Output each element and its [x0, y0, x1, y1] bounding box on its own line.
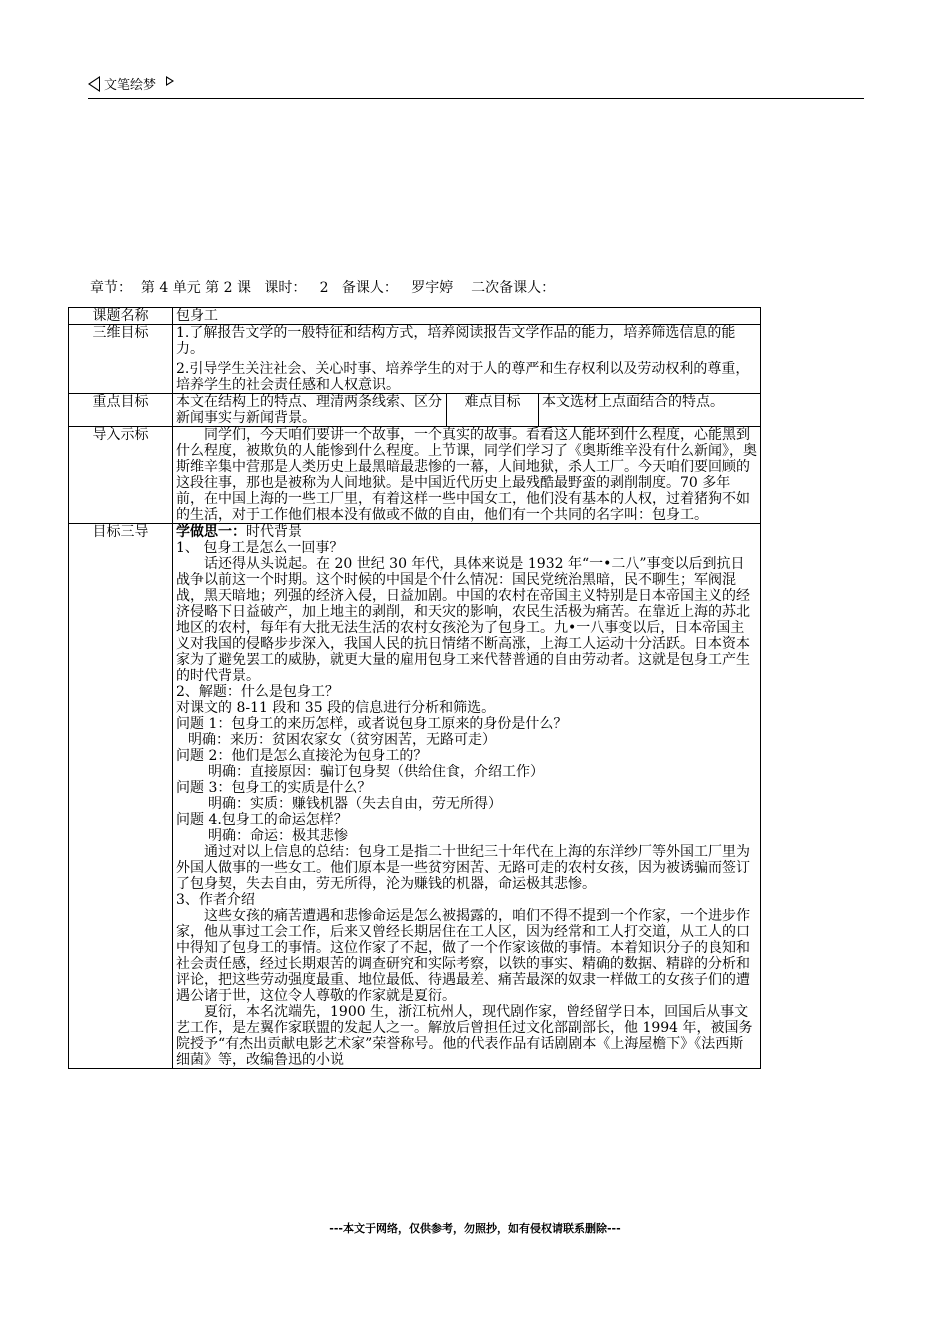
row-target [69, 524, 761, 1069]
answer-2: 明确：直接原因：骗订包身契（供给住食，介绍工作） [208, 764, 544, 780]
triangle-right-icon [166, 76, 174, 86]
author-paragraph-2: 夏衍，本名沈端先，1900 生，浙江杭州人，现代剧作家，曾经留学日本，回国后从事文艺工作，是左翼作家联盟的发起人之一。解放后曾担任过文化部副部长，他 1994 年，被国务院授予“有杰出贡献电影艺术家”荣誉称号。他的代表作品有话剧剧本《上海屋檐下》《法西斯细菌》等，改编鲁迅的小说 [176, 1004, 753, 1068]
title-label: 课题名称 [69, 308, 173, 325]
work-question-2: 问题 2：他们是怎么直接沦为包身工的？ [176, 748, 428, 764]
analysis-line: 对课文的 8-11 段和 35 段的信息进行分析和筛选。 [176, 700, 496, 716]
question-1: 1、 包身工是怎么一回事？ [176, 540, 344, 556]
answer-1: 明确：来历：贫困农家女（贫穷困苦，无路可走） [188, 732, 496, 748]
key-value: 本文在结构上的特点、理清两条线索、区分新闻事实与新闻背景。 [173, 394, 447, 427]
intro-label: 导入示标 [69, 427, 173, 524]
work-question-1: 问题 1：包身工的来历怎样，或者说包身工原来的身份是什么？ [176, 716, 568, 732]
work-question-3: 问题 3：包身工的实质是什么？ [176, 780, 372, 796]
row-title [69, 308, 761, 325]
section-heading [176, 524, 757, 540]
key-label: 重点目标 [69, 394, 173, 427]
intro-cell [173, 427, 761, 524]
page-footer: ---本文于网络，仅供参考，勿照抄，如有侵权请联系删除--- [329, 1222, 621, 1235]
goal-2: 2.引导学生关注社会、关心时事、培养学生的对于人的尊严和生存权利以及劳动权利的尊重，培养学生的社会责任感和人权意识。 [176, 361, 750, 393]
intro-text: 同学们，今天咱们要讲一个故事，一个真实的故事。看看这人能坏到什么程度，心能黑到什么程度，被欺负的人能惨到什么程度。上节课，同学们学习了《奥斯维辛没有什么新闻》，奥斯维辛集中营那是人类历史上最黑暗最悲惨的一幕，人间地狱，杀人工厂。今天咱们要回顾的这段往事，那也是被称为人间地狱。是中国近代历史上最残酷最野蛮的剥削制度。70 多年前，在中国上海的一些工厂里，有着这样一些中国女工，他们没有基本的人权，过着猪狗不如的生活，对于工作他们根本没有做或不做的自由，他们有一个共同的名字叫：包身工。 [176, 427, 757, 523]
target-cell [173, 524, 761, 1069]
answer-4: 明确：命运：极其悲惨 [208, 828, 348, 844]
question-2: 2、解题：什么是包身工？ [176, 684, 339, 700]
section-rest: 时代背景 [246, 524, 302, 540]
goal-1: 1.了解报告文学的一般特征和结构方式，培养阅读报告文学作品的能力，培养筛选信息的能力。 [176, 325, 736, 357]
header-brand [88, 74, 174, 93]
row-goals [69, 325, 761, 394]
brand-text: 文笔绘梦 [104, 78, 157, 93]
question-3: 3、作者介绍 [176, 892, 255, 908]
lesson-plan-table [68, 307, 761, 1069]
goals-cell [173, 325, 761, 394]
answer-3: 明确：实质：赚钱机器（失去自由，劳无所得） [208, 796, 502, 812]
goals-label: 三维目标 [69, 325, 173, 394]
target-label: 目标三导 [69, 524, 173, 1069]
chapter-line: 章节： 第 4 单元 第 2 课 课时： 2 备课人： 罗宇婷 二次备课人： [90, 280, 556, 296]
section-bold: 学做思一： [176, 524, 246, 540]
work-question-4: 问题 4.包身工的命运怎样？ [176, 812, 348, 828]
author-paragraph-1: 这些女孩的痛苦遭遇和悲惨命运是怎么被揭露的，咱们不得不提到一个作家，一个进步作家，他从事过工会工作，后来又曾经长期居住在工人区，因为经常和工人打交道，从工人的口中得知了包身工的事情。这位作家了不起，做了一个作家该做的事情。本着知识分子的良知和社会责任感，经过长期艰苦的调查研究和实际考察，以铁的事实、精确的数据、精辟的分析和评论，把这些劳动强度最重、地位最低、待遇最差、痛苦最深的奴隶一样做工的女孩子们的遭遇公诸于世，这位令人尊敬的作家就是夏衍。 [176, 908, 750, 1004]
summary-paragraph: 通过对以上信息的总结：包身工是指二十世纪三十年代在上海的东洋纱厂等外国工厂里为外国人做事的一些女工。他们原本是一些贫穷困苦、无路可走的农村女孩，因为被诱骗而签订了包身契，失去自由，劳无所得，沦为赚钱的机器，命运极其悲惨。 [176, 844, 750, 892]
background-paragraph: 话还得从头说起。在 20 世纪 30 年代，具体来说是 1932 年“一•二八”事变以后到抗日战争以前这一个时期。这个时候的中国是个什么情况：国民党统治黑暗，民不聊生；军阀混战，黑天暗地；列强的经济入侵，日益加剧。中国的农村在帝国主义特别是日本帝国主义的经济侵略下日益破产，加上地主的剥削，和天灾的影响，农民生活极为痛苦。在靠近上海的苏北地区的农村，每年有大批无法生活的农村女孩沦为了包身工。九•一八事变以后，日本帝国主义对我国的侵略步步深入，我国人民的抗日情绪不断高涨，上海工人运动十分活跃。日本资本家为了避免罢工的威胁，就更大量的雇用包身工来代替普通的自由劳动者。这就是包身工产生的时代背景。 [176, 556, 750, 684]
row-intro [69, 427, 761, 524]
title-value: 包身工 [173, 308, 761, 325]
row-key-difficult [69, 394, 761, 427]
triangle-left-icon [88, 76, 100, 92]
difficult-value: 本文选材上点面结合的特点。 [539, 394, 761, 427]
page-header [88, 72, 864, 99]
difficult-label: 难点目标 [447, 394, 539, 427]
